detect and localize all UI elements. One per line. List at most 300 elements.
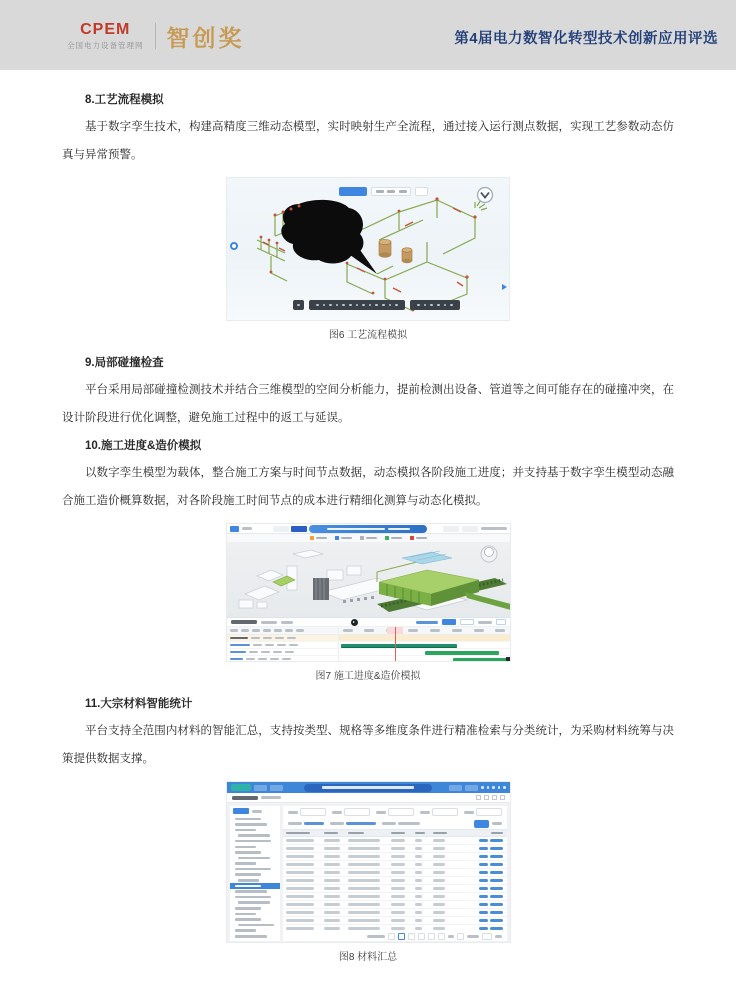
cell-placeholder xyxy=(433,863,445,866)
text-placeholder xyxy=(281,621,293,624)
cell-placeholder xyxy=(270,658,279,661)
cell xyxy=(430,919,459,922)
title-text-placeholder xyxy=(327,528,385,531)
cell-placeholder xyxy=(415,927,422,930)
cell-placeholder xyxy=(286,839,314,842)
tool-icon xyxy=(450,304,453,307)
cpem-logo-text xyxy=(67,21,144,51)
tool-icon xyxy=(342,304,345,307)
gantt-bar xyxy=(453,658,509,662)
tab-label-placeholder xyxy=(399,190,407,193)
filter-field xyxy=(376,808,414,816)
cell-placeholder xyxy=(348,871,380,874)
cell xyxy=(388,887,413,890)
cell xyxy=(345,895,388,898)
header-placeholder xyxy=(491,832,503,835)
tree-label-placeholder xyxy=(238,834,270,837)
gantt-task-row xyxy=(227,649,510,656)
all-button xyxy=(233,808,249,814)
figure6-view-tabs xyxy=(339,187,428,196)
tool-icon xyxy=(444,304,447,307)
gantt-bar xyxy=(425,651,499,655)
section-heading-10: 10.施工进度&造价模拟 xyxy=(85,440,202,452)
tool-icon xyxy=(389,304,392,307)
figure-8 xyxy=(62,781,674,965)
cell xyxy=(345,871,388,874)
cell-placeholder xyxy=(391,855,405,858)
tool-icon xyxy=(362,304,365,307)
cell xyxy=(321,927,346,930)
table-row xyxy=(283,869,507,877)
stat-value-placeholder xyxy=(398,822,420,825)
cell-placeholder xyxy=(286,863,314,866)
link-placeholder xyxy=(416,621,438,624)
figure6-screenshot xyxy=(226,177,510,321)
cell xyxy=(430,927,459,930)
col-header-placeholder xyxy=(274,629,282,632)
legend-label-placeholder xyxy=(391,537,402,540)
cell xyxy=(283,903,321,906)
cell-placeholder xyxy=(391,871,405,874)
figure8-titlebar xyxy=(227,782,510,793)
gantt-summary-row xyxy=(227,635,510,642)
cell xyxy=(412,927,430,930)
query-actions xyxy=(474,820,502,828)
figure8-screenshot xyxy=(226,781,511,943)
cell xyxy=(412,879,430,882)
cell xyxy=(388,903,413,906)
cell xyxy=(430,871,459,874)
section-body-8: 基于数字孪生技术，构建高精度三维动态模型，实时映射生产全流程，通过接入运行测点数据，实现工艺参数动态仿真与异常预警。 xyxy=(62,121,674,161)
tool-icon xyxy=(356,304,359,307)
teal-nav-button xyxy=(231,784,251,791)
gantt-bar xyxy=(341,644,457,648)
cell-placeholder xyxy=(433,919,445,922)
cell-placeholder xyxy=(324,903,340,906)
cell xyxy=(412,847,430,850)
active-tab-pill xyxy=(339,187,367,196)
tree-label-placeholder xyxy=(238,924,274,927)
table-header-row xyxy=(283,829,507,837)
cell-placeholder xyxy=(251,637,260,640)
action-link-placeholder xyxy=(479,927,488,930)
tray-icon xyxy=(492,786,495,789)
cell xyxy=(430,847,459,850)
action-link-placeholder xyxy=(490,887,503,890)
gantt-timeline-headers xyxy=(339,627,510,634)
minimize-icon xyxy=(476,795,481,800)
cell-placeholder xyxy=(282,658,291,661)
row-cells xyxy=(227,635,339,641)
secondary-button xyxy=(496,619,506,625)
figure6-caption: 图6 工艺流程模拟 xyxy=(328,330,408,341)
cell xyxy=(321,863,346,866)
cell xyxy=(388,839,413,842)
tray-icon xyxy=(498,786,501,789)
cell-placeholder xyxy=(433,911,445,914)
column-header xyxy=(321,832,346,835)
cell-placeholder xyxy=(415,903,422,906)
legend-item xyxy=(335,536,352,540)
legend-item xyxy=(410,536,427,540)
category-tree xyxy=(230,816,280,939)
action-link-placeholder xyxy=(490,927,503,930)
tab-placeholder xyxy=(261,796,281,799)
cell-placeholder xyxy=(348,847,380,850)
action-link-placeholder xyxy=(479,839,488,842)
cell xyxy=(283,855,321,858)
tree-item xyxy=(230,933,280,939)
timeline-cell xyxy=(339,656,510,662)
cell xyxy=(388,871,413,874)
tool-icon xyxy=(417,304,420,307)
total-count-placeholder xyxy=(367,935,385,938)
cell xyxy=(321,839,346,842)
text-placeholder xyxy=(495,935,502,938)
filter-field xyxy=(420,808,458,816)
cell xyxy=(321,855,346,858)
actions-cell xyxy=(459,895,506,898)
query-button xyxy=(474,820,489,828)
stat-label-placeholder xyxy=(288,822,302,825)
timeline-cell xyxy=(339,642,510,648)
figure-7 xyxy=(62,523,674,684)
cell xyxy=(283,927,321,930)
cell xyxy=(412,903,430,906)
date-header-placeholder xyxy=(474,629,484,632)
column-header xyxy=(345,832,388,835)
cell-placeholder xyxy=(348,863,380,866)
project-title-banner xyxy=(304,784,432,792)
tool-icon xyxy=(430,304,433,307)
primary-button xyxy=(442,619,456,625)
figure8-caption: 图8 材料汇总 xyxy=(338,952,398,963)
date-header-placeholder xyxy=(452,629,462,632)
action-link-placeholder xyxy=(479,903,488,906)
icon-dot xyxy=(297,304,300,307)
date-header-placeholder xyxy=(430,629,440,632)
toolbar-button xyxy=(449,785,462,791)
panel-expand-arrow-icon xyxy=(502,284,507,290)
toolbar-button xyxy=(462,526,478,532)
next-page-button xyxy=(457,933,464,940)
actions-cell xyxy=(459,903,506,906)
cell-placeholder xyxy=(415,855,422,858)
cell-placeholder xyxy=(391,919,405,922)
table-row xyxy=(283,925,507,932)
cell xyxy=(345,879,388,882)
actions-cell xyxy=(459,879,506,882)
cell-placeholder xyxy=(415,839,422,842)
action-link-placeholder xyxy=(490,863,503,866)
cell-placeholder xyxy=(324,895,340,898)
cell xyxy=(430,855,459,858)
cell-placeholder xyxy=(348,839,380,842)
cell xyxy=(345,887,388,890)
section-body-11: 平台支持全范围内材料的智能汇总，支持按类型、规格等多维度条件进行精准检索与分类统计，为采购材料统筹与决策提供数据支撑。 xyxy=(62,725,674,765)
filter-input xyxy=(432,808,458,816)
cell-placeholder xyxy=(433,871,445,874)
table-row xyxy=(283,893,507,901)
tree-label-placeholder xyxy=(235,846,256,849)
tree-label-placeholder xyxy=(235,862,256,865)
cell-placeholder xyxy=(324,871,340,874)
tree-label-placeholder xyxy=(235,913,256,916)
legend-item xyxy=(385,536,402,540)
cell xyxy=(412,855,430,858)
header-placeholder xyxy=(391,832,405,835)
row-cells xyxy=(227,649,339,655)
gantt-controls xyxy=(227,618,510,627)
cell-placeholder xyxy=(415,887,422,890)
tree-label-placeholder xyxy=(235,873,261,876)
filter-label-placeholder xyxy=(376,811,386,814)
col-header-placeholder xyxy=(263,629,271,632)
gantt-table-headers xyxy=(227,627,339,634)
actions-cell xyxy=(459,919,506,922)
cell xyxy=(321,887,346,890)
cell-placeholder xyxy=(391,863,405,866)
panel-title-placeholder xyxy=(231,620,257,624)
cell xyxy=(283,839,321,842)
cell-placeholder xyxy=(415,879,422,882)
sidebar-header xyxy=(230,806,280,816)
action-link-placeholder xyxy=(479,919,488,922)
cell-placeholder xyxy=(286,847,314,850)
table-row xyxy=(283,917,507,925)
restore-icon xyxy=(484,795,489,800)
section-heading-11: 11.大宗材料智能统计 xyxy=(85,698,193,710)
legend-swatch-blue xyxy=(335,536,339,540)
cell-placeholder xyxy=(391,903,405,906)
col-header-placeholder xyxy=(296,629,304,632)
tree-label-placeholder xyxy=(235,851,261,854)
prev-page-button xyxy=(388,933,395,940)
summary-stat xyxy=(288,822,324,825)
title-text-placeholder xyxy=(322,786,414,789)
cell xyxy=(412,871,430,874)
stat-value-placeholder xyxy=(346,822,376,825)
action-link-placeholder xyxy=(490,879,503,882)
cell-placeholder xyxy=(415,919,422,922)
cell-placeholder xyxy=(415,847,422,850)
cell xyxy=(283,887,321,890)
refresh-icon xyxy=(492,795,497,800)
cell xyxy=(412,911,430,914)
viewport-marker-icon xyxy=(230,242,238,250)
annotate-button xyxy=(293,300,304,310)
tool-icon xyxy=(437,304,440,307)
tab-group xyxy=(371,187,411,196)
tool-icon xyxy=(336,304,339,307)
close-icon xyxy=(500,795,505,800)
legend-label-placeholder xyxy=(416,537,427,540)
cell-placeholder xyxy=(415,895,422,898)
cell-placeholder xyxy=(391,839,405,842)
cell-placeholder xyxy=(286,903,314,906)
actions-cell xyxy=(459,871,506,874)
cell-placeholder xyxy=(348,919,380,922)
tool-icon xyxy=(329,304,332,307)
timeline-cell xyxy=(339,649,510,655)
task-name-placeholder xyxy=(230,651,246,654)
legend-swatch-green xyxy=(385,536,389,540)
text-placeholder xyxy=(478,621,492,624)
legend-label-placeholder xyxy=(316,537,327,540)
section-body-9: 平台采用局部碰撞检测技术并结合三维模型的空间分析能力，提前检测出设备、管道等之间可能存在的碰撞冲突，在设计阶段进行优化调整，避免施工过程中的返工与延误。 xyxy=(62,384,674,424)
col-header-placeholder xyxy=(285,629,293,632)
figure8-body xyxy=(227,803,510,943)
cell xyxy=(321,919,346,922)
cell xyxy=(321,903,346,906)
cell-placeholder xyxy=(249,651,258,654)
tool-icon xyxy=(323,304,326,307)
row-cells xyxy=(227,656,339,662)
action-link-placeholder xyxy=(490,895,503,898)
cell-placeholder xyxy=(286,919,314,922)
tree-label-placeholder xyxy=(235,918,261,921)
cell-placeholder xyxy=(263,637,272,640)
titlebar-right-controls xyxy=(443,526,507,532)
cell xyxy=(321,871,346,874)
cell xyxy=(412,839,430,842)
table-row xyxy=(283,909,507,917)
cell-placeholder xyxy=(273,651,282,654)
cell-placeholder xyxy=(246,658,255,661)
col-header-placeholder xyxy=(252,629,260,632)
table-row xyxy=(283,837,507,845)
text-placeholder xyxy=(242,527,252,530)
cell-placeholder xyxy=(348,895,380,898)
cell-placeholder xyxy=(433,895,445,898)
cell-placeholder xyxy=(324,863,340,866)
page-size-placeholder xyxy=(467,935,479,938)
text-placeholder xyxy=(261,621,277,624)
cell xyxy=(388,855,413,858)
cell-placeholder xyxy=(275,637,284,640)
table-row xyxy=(283,877,507,885)
page-button xyxy=(428,933,435,940)
action-link-placeholder xyxy=(490,911,503,914)
cell-placeholder xyxy=(324,879,340,882)
title-text-placeholder xyxy=(388,528,410,531)
date-header-placeholder xyxy=(343,629,353,632)
cell-placeholder xyxy=(324,855,340,858)
tab-pill xyxy=(415,187,428,196)
ellipsis-placeholder xyxy=(448,935,454,938)
page-header xyxy=(0,0,736,70)
category-tree-sidebar xyxy=(230,806,280,941)
actions-cell xyxy=(459,911,506,914)
tree-label-placeholder xyxy=(235,823,267,826)
cell xyxy=(430,911,459,914)
cell xyxy=(388,847,413,850)
cell xyxy=(388,927,413,930)
cell xyxy=(321,895,346,898)
date-header-placeholder xyxy=(495,629,505,632)
action-link-placeholder xyxy=(479,847,488,850)
cell-placeholder xyxy=(324,887,340,890)
cell-placeholder xyxy=(324,927,340,930)
secondary-button xyxy=(460,619,474,625)
goto-page-input xyxy=(482,933,492,940)
current-date-line xyxy=(395,627,396,662)
cell xyxy=(345,911,388,914)
filter-input xyxy=(476,808,502,816)
summary-stat xyxy=(382,822,420,825)
tree-label-placeholder xyxy=(235,907,261,910)
cell xyxy=(321,847,346,850)
cell-placeholder xyxy=(391,887,405,890)
cell-placeholder xyxy=(230,637,248,640)
cell-placeholder xyxy=(324,839,340,842)
reset-link-placeholder xyxy=(492,822,502,825)
figure-6 xyxy=(62,177,674,343)
cell xyxy=(430,839,459,842)
app-logo-icon xyxy=(230,526,239,532)
cell-placeholder xyxy=(415,911,422,914)
cell xyxy=(345,903,388,906)
cell-placeholder xyxy=(391,927,405,930)
action-link-placeholder xyxy=(479,911,488,914)
cell-placeholder xyxy=(277,644,286,647)
cell xyxy=(430,895,459,898)
header-placeholder xyxy=(415,832,425,835)
view-tools-bar xyxy=(410,300,460,310)
column-header xyxy=(388,832,413,835)
legend-label-placeholder xyxy=(366,537,377,540)
tree-label-placeholder xyxy=(238,857,270,860)
cell xyxy=(412,895,430,898)
cell xyxy=(283,879,321,882)
action-link-placeholder xyxy=(490,903,503,906)
cell xyxy=(283,847,321,850)
construction-3d-view xyxy=(227,542,510,617)
action-link-placeholder xyxy=(490,839,503,842)
tree-label-placeholder xyxy=(235,935,267,938)
page-button xyxy=(408,933,415,940)
cell xyxy=(321,879,346,882)
action-link-placeholder xyxy=(479,871,488,874)
cell xyxy=(283,871,321,874)
compass-icon xyxy=(476,186,494,204)
cell-placeholder xyxy=(287,637,296,640)
logo-divider xyxy=(155,23,156,49)
cell-placeholder xyxy=(286,927,314,930)
page-button xyxy=(438,933,445,940)
cell-placeholder xyxy=(433,879,445,882)
cpem-wordmark: CPEM xyxy=(80,21,131,38)
cell xyxy=(345,847,388,850)
col-header-placeholder xyxy=(230,629,238,632)
filter-row xyxy=(283,806,507,818)
cell xyxy=(430,903,459,906)
cell xyxy=(283,863,321,866)
action-link-placeholder xyxy=(479,879,488,882)
actions-cell xyxy=(459,839,506,842)
cell-placeholder xyxy=(391,911,405,914)
filter-label-placeholder xyxy=(420,811,430,814)
filter-label-placeholder xyxy=(332,811,342,814)
tree-label-placeholder xyxy=(235,829,256,832)
actions-cell xyxy=(459,863,506,866)
tree-label-placeholder xyxy=(235,885,261,888)
section-heading-9: 9.局部碰撞检查 xyxy=(85,357,164,369)
row-cells xyxy=(227,642,339,648)
cell-placeholder xyxy=(285,651,294,654)
cell xyxy=(388,911,413,914)
cell xyxy=(412,887,430,890)
